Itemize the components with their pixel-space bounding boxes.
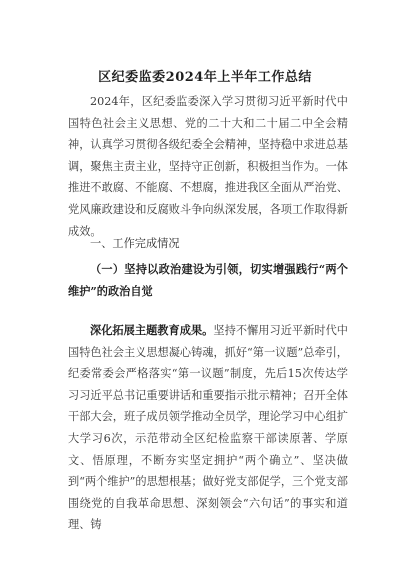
subsection-heading: （一）坚持以政治建设为引领，切实增强践行“两个维护”的政治自觉 xyxy=(68,262,348,298)
paragraph-body: 坚持不懈用习近平新时代中国特色社会主义思想凝心铸魂，抓好“第一议题”总牵引，纪委常委会严格落实“第一议题”制度，先后15次传达学习习近平总书记重要讲话和重要指示批示精神；召开全体干部大会，班子成员领学推动全员学，理论学习中心组扩大学习6次，示范带动全区纪检监察干部读原著、学原文、悟原理，不断夯实坚定拥护“两个确立”、坚决做到“两个维护”的思想根基；做好党支部促学，三个党支部围绕党的自我革命思想、深刻领会“六句话”的事实和道理、铸 xyxy=(68,324,348,532)
document-title: 区纪委监委2024年上半年工作总结 xyxy=(98,70,312,85)
section-heading: 一、工作完成情况 xyxy=(90,237,180,250)
intro-paragraph: 2024年，区纪委监委深入学习贯彻习近平新时代中国特色社会主义思想、党的二十大和二十届二中全会精神，认真学习贯彻各级纪委全会精神，坚持稳中求进总基调，聚焦主责主业，坚持守正创新，积极担当作为。一体推进不敢腐、不能腐、不想腐，推进我区全面从严治党、党风廉政建设和反腐败斗争向纵深发展，各项工作取得新成效。 xyxy=(68,95,348,238)
body-paragraph xyxy=(68,320,348,536)
paragraph-lead: 深化拓展主题教育成果。 xyxy=(90,323,214,337)
